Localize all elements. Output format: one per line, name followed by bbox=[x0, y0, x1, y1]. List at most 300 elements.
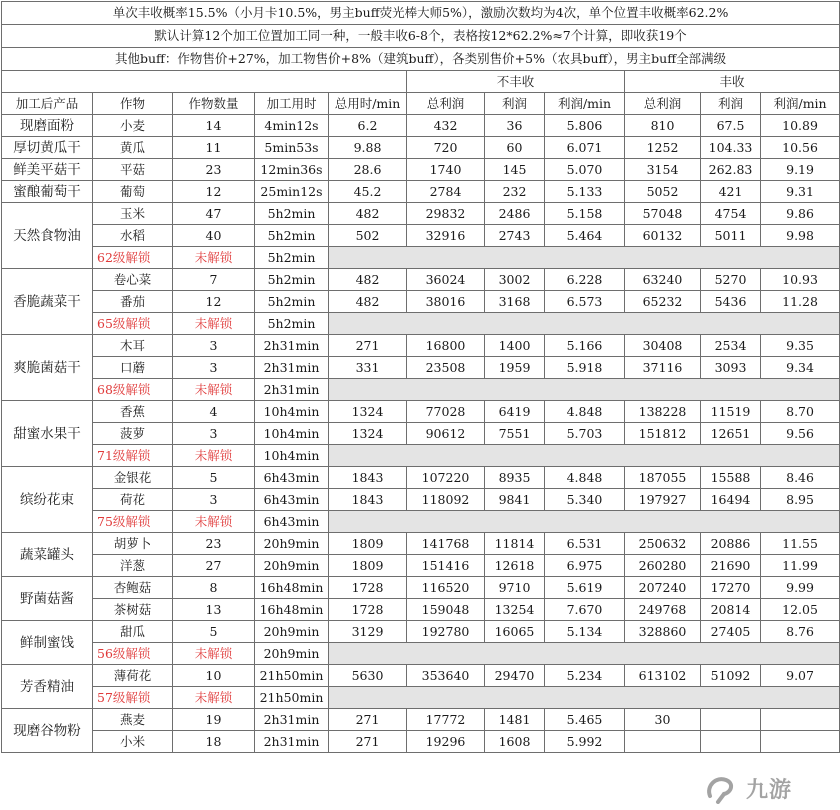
h-per-min-cell: 9.35 bbox=[761, 335, 840, 357]
total-time-cell: 1809 bbox=[329, 533, 407, 555]
np-profit-cell: 7551 bbox=[485, 423, 545, 445]
h-profit-cell: 20886 bbox=[701, 533, 761, 555]
header-total-time: 总用时/min bbox=[329, 93, 407, 115]
np-profit-cell: 8935 bbox=[485, 467, 545, 489]
note-line-2: 默认计算12个加工位置加工同一种，一般丰收6-8个，表格按12*62.2%≈7个计算，即收获19个 bbox=[2, 25, 840, 48]
h-total-cell: 151812 bbox=[625, 423, 701, 445]
time-cell: 2h31min bbox=[255, 709, 329, 731]
time-cell: 20h9min bbox=[255, 621, 329, 643]
time-cell: 2h31min bbox=[255, 335, 329, 357]
h-profit-cell: 27405 bbox=[701, 621, 761, 643]
qty-cell: 27 bbox=[173, 555, 255, 577]
np-per-min-cell: 6.228 bbox=[545, 269, 625, 291]
crop-cell: 薄荷花 bbox=[93, 665, 173, 687]
product-cell: 缤纷花束 bbox=[2, 467, 93, 533]
table-row bbox=[2, 225, 840, 247]
crop-cell: 燕麦 bbox=[93, 709, 173, 731]
crop-cell: 荷花 bbox=[93, 489, 173, 511]
table-row bbox=[2, 599, 840, 621]
crop-cell: 小麦 bbox=[93, 115, 173, 137]
header-h-total: 总利润 bbox=[625, 93, 701, 115]
unlock-level-cell: 68级解锁 bbox=[93, 379, 173, 401]
qty-cell: 18 bbox=[173, 731, 255, 753]
np-per-min-cell: 5.070 bbox=[545, 159, 625, 181]
h-total-cell bbox=[625, 731, 701, 753]
np-total-cell: 353640 bbox=[407, 665, 485, 687]
h-profit-cell: 5011 bbox=[701, 225, 761, 247]
header-product: 加工后产品 bbox=[2, 93, 93, 115]
table-row bbox=[2, 555, 840, 577]
np-per-min-cell: 5.340 bbox=[545, 489, 625, 511]
locked-time-cell: 21h50min bbox=[255, 687, 329, 709]
np-profit-cell: 3002 bbox=[485, 269, 545, 291]
h-per-min-cell: 9.86 bbox=[761, 203, 840, 225]
np-total-cell: 38016 bbox=[407, 291, 485, 313]
np-per-min-cell: 6.573 bbox=[545, 291, 625, 313]
watermark-text: 九游 bbox=[745, 777, 792, 803]
qty-cell: 47 bbox=[173, 203, 255, 225]
np-profit-cell: 9710 bbox=[485, 577, 545, 599]
h-total-cell: 37116 bbox=[625, 357, 701, 379]
np-total-cell: 159048 bbox=[407, 599, 485, 621]
np-profit-cell: 2486 bbox=[485, 203, 545, 225]
product-cell: 天然食物油 bbox=[2, 203, 93, 269]
np-profit-cell: 145 bbox=[485, 159, 545, 181]
h-total-cell: 5052 bbox=[625, 181, 701, 203]
np-profit-cell: 1608 bbox=[485, 731, 545, 753]
h-total-cell: 260280 bbox=[625, 555, 701, 577]
total-time-cell: 331 bbox=[329, 357, 407, 379]
np-profit-cell: 2743 bbox=[485, 225, 545, 247]
total-time-cell: 482 bbox=[329, 269, 407, 291]
np-per-min-cell: 5.465 bbox=[545, 709, 625, 731]
h-profit-cell: 17270 bbox=[701, 577, 761, 599]
h-per-min-cell: 8.46 bbox=[761, 467, 840, 489]
h-total-cell: 1252 bbox=[625, 137, 701, 159]
np-per-min-cell: 5.619 bbox=[545, 577, 625, 599]
np-total-cell: 29832 bbox=[407, 203, 485, 225]
h-per-min-cell: 9.98 bbox=[761, 225, 840, 247]
table-row bbox=[2, 533, 840, 555]
h-per-min-cell: 9.56 bbox=[761, 423, 840, 445]
time-cell: 5h2min bbox=[255, 203, 329, 225]
np-per-min-cell: 7.670 bbox=[545, 599, 625, 621]
np-profit-cell: 11814 bbox=[485, 533, 545, 555]
h-total-cell: 810 bbox=[625, 115, 701, 137]
time-cell: 16h48min bbox=[255, 577, 329, 599]
h-profit-cell: 5270 bbox=[701, 269, 761, 291]
h-per-min-cell bbox=[761, 709, 840, 731]
np-profit-cell: 1959 bbox=[485, 357, 545, 379]
np-profit-cell: 1481 bbox=[485, 709, 545, 731]
h-profit-cell: 3093 bbox=[701, 357, 761, 379]
crop-cell: 金银花 bbox=[93, 467, 173, 489]
np-per-min-cell: 6.071 bbox=[545, 137, 625, 159]
table-row bbox=[2, 401, 840, 423]
header-np-total: 总利润 bbox=[407, 93, 485, 115]
qty-cell: 3 bbox=[173, 489, 255, 511]
note-line-3: 其他buff：作物售价+27%，加工物售价+8%（建筑buff），各类别售价+5%（农具buff），男主buff全部满级 bbox=[2, 48, 840, 71]
h-profit-cell: 4754 bbox=[701, 203, 761, 225]
crop-cell: 菠萝 bbox=[93, 423, 173, 445]
crop-cell: 平菇 bbox=[93, 159, 173, 181]
unlock-level-cell: 65级解锁 bbox=[93, 313, 173, 335]
h-per-min-cell: 11.99 bbox=[761, 555, 840, 577]
locked-row bbox=[2, 445, 840, 467]
table-row bbox=[2, 269, 840, 291]
h-profit-cell: 421 bbox=[701, 181, 761, 203]
np-total-cell: 141768 bbox=[407, 533, 485, 555]
locked-row bbox=[2, 511, 840, 533]
total-time-cell: 1728 bbox=[329, 577, 407, 599]
table-row bbox=[2, 357, 840, 379]
table-row bbox=[2, 489, 840, 511]
np-total-cell: 23508 bbox=[407, 357, 485, 379]
table-row bbox=[2, 621, 840, 643]
total-time-cell: 271 bbox=[329, 709, 407, 731]
locked-row bbox=[2, 687, 840, 709]
np-per-min-cell: 6.975 bbox=[545, 555, 625, 577]
total-time-cell: 45.2 bbox=[329, 181, 407, 203]
h-per-min-cell: 10.93 bbox=[761, 269, 840, 291]
h-total-cell: 138228 bbox=[625, 401, 701, 423]
total-time-cell: 3129 bbox=[329, 621, 407, 643]
np-profit-cell: 16065 bbox=[485, 621, 545, 643]
locked-empty-cell bbox=[329, 445, 840, 467]
time-cell: 5h2min bbox=[255, 225, 329, 247]
time-cell: 20h9min bbox=[255, 533, 329, 555]
total-time-cell: 5630 bbox=[329, 665, 407, 687]
table-row bbox=[2, 577, 840, 599]
np-total-cell: 432 bbox=[407, 115, 485, 137]
product-cell: 芳香精油 bbox=[2, 665, 93, 709]
np-total-cell: 77028 bbox=[407, 401, 485, 423]
unlock-level-cell: 57级解锁 bbox=[93, 687, 173, 709]
table-row bbox=[2, 181, 840, 203]
table-row bbox=[2, 115, 840, 137]
unlock-status-cell: 未解锁 bbox=[173, 687, 255, 709]
crop-cell: 杏鲍菇 bbox=[93, 577, 173, 599]
unlock-status-cell: 未解锁 bbox=[173, 445, 255, 467]
np-profit-cell: 36 bbox=[485, 115, 545, 137]
locked-empty-cell bbox=[329, 643, 840, 665]
locked-time-cell: 20h9min bbox=[255, 643, 329, 665]
unlock-level-cell: 75级解锁 bbox=[93, 511, 173, 533]
np-total-cell: 118092 bbox=[407, 489, 485, 511]
locked-empty-cell bbox=[329, 687, 840, 709]
crop-cell: 番茄 bbox=[93, 291, 173, 313]
unlock-level-cell: 62级解锁 bbox=[93, 247, 173, 269]
crop-cell: 木耳 bbox=[93, 335, 173, 357]
h-total-cell: 197927 bbox=[625, 489, 701, 511]
crop-cell: 香蕉 bbox=[93, 401, 173, 423]
h-per-min-cell: 8.95 bbox=[761, 489, 840, 511]
time-cell: 6h43min bbox=[255, 467, 329, 489]
product-cell: 野菌菇酱 bbox=[2, 577, 93, 621]
header-np-profit: 利润 bbox=[485, 93, 545, 115]
locked-row bbox=[2, 379, 840, 401]
np-total-cell: 192780 bbox=[407, 621, 485, 643]
time-cell: 16h48min bbox=[255, 599, 329, 621]
np-per-min-cell: 4.848 bbox=[545, 401, 625, 423]
h-profit-cell bbox=[701, 709, 761, 731]
h-per-min-cell: 9.31 bbox=[761, 181, 840, 203]
jiuyou-logo-icon bbox=[702, 772, 742, 804]
h-total-cell: 3154 bbox=[625, 159, 701, 181]
qty-cell: 3 bbox=[173, 357, 255, 379]
np-total-cell: 19296 bbox=[407, 731, 485, 753]
np-profit-cell: 6419 bbox=[485, 401, 545, 423]
np-total-cell: 720 bbox=[407, 137, 485, 159]
product-cell: 甜蜜水果干 bbox=[2, 401, 93, 467]
h-per-min-cell: 8.70 bbox=[761, 401, 840, 423]
h-profit-cell bbox=[701, 731, 761, 753]
h-total-cell: 249768 bbox=[625, 599, 701, 621]
np-per-min-cell: 5.134 bbox=[545, 621, 625, 643]
unlock-status-cell: 未解锁 bbox=[173, 511, 255, 533]
total-time-cell: 271 bbox=[329, 335, 407, 357]
np-total-cell: 32916 bbox=[407, 225, 485, 247]
h-total-cell: 207240 bbox=[625, 577, 701, 599]
qty-cell: 10 bbox=[173, 665, 255, 687]
product-cell: 鲜制蜜饯 bbox=[2, 621, 93, 665]
crop-cell: 葡萄 bbox=[93, 181, 173, 203]
crop-cell: 黄瓜 bbox=[93, 137, 173, 159]
qty-cell: 14 bbox=[173, 115, 255, 137]
locked-empty-cell bbox=[329, 313, 840, 335]
qty-cell: 40 bbox=[173, 225, 255, 247]
locked-time-cell: 10h4min bbox=[255, 445, 329, 467]
h-total-cell: 57048 bbox=[625, 203, 701, 225]
time-cell: 5min53s bbox=[255, 137, 329, 159]
np-per-min-cell: 5.703 bbox=[545, 423, 625, 445]
np-total-cell: 2784 bbox=[407, 181, 485, 203]
unlock-status-cell: 未解锁 bbox=[173, 379, 255, 401]
h-profit-cell: 51092 bbox=[701, 665, 761, 687]
np-profit-cell: 12618 bbox=[485, 555, 545, 577]
note-line-1: 单次丰收概率15.5%（小月卡10.5%，男主buff荧光棒大师5%），激励次数均为4次，单个位置丰收概率62.2% bbox=[2, 2, 840, 25]
qty-cell: 23 bbox=[173, 533, 255, 555]
np-profit-cell: 232 bbox=[485, 181, 545, 203]
np-per-min-cell: 5.166 bbox=[545, 335, 625, 357]
locked-row bbox=[2, 313, 840, 335]
np-per-min-cell: 4.848 bbox=[545, 467, 625, 489]
np-per-min-cell: 5.234 bbox=[545, 665, 625, 687]
h-per-min-cell: 10.89 bbox=[761, 115, 840, 137]
locked-time-cell: 5h2min bbox=[255, 247, 329, 269]
h-total-cell: 250632 bbox=[625, 533, 701, 555]
h-profit-cell: 67.5 bbox=[701, 115, 761, 137]
total-time-cell: 271 bbox=[329, 731, 407, 753]
product-cell: 现磨面粉 bbox=[2, 115, 93, 137]
np-profit-cell: 60 bbox=[485, 137, 545, 159]
total-time-cell: 482 bbox=[329, 203, 407, 225]
table-row bbox=[2, 709, 840, 731]
h-per-min-cell: 9.34 bbox=[761, 357, 840, 379]
np-total-cell: 90612 bbox=[407, 423, 485, 445]
table-row bbox=[2, 203, 840, 225]
np-total-cell: 107220 bbox=[407, 467, 485, 489]
h-profit-cell: 15588 bbox=[701, 467, 761, 489]
np-per-min-cell: 5.464 bbox=[545, 225, 625, 247]
np-total-cell: 17772 bbox=[407, 709, 485, 731]
np-per-min-cell: 5.158 bbox=[545, 203, 625, 225]
h-profit-cell: 20814 bbox=[701, 599, 761, 621]
total-time-cell: 482 bbox=[329, 291, 407, 313]
qty-cell: 5 bbox=[173, 467, 255, 489]
table-row bbox=[2, 467, 840, 489]
unlock-status-cell: 未解锁 bbox=[173, 313, 255, 335]
locked-empty-cell bbox=[329, 247, 840, 269]
h-per-min-cell: 9.07 bbox=[761, 665, 840, 687]
total-time-cell: 9.88 bbox=[329, 137, 407, 159]
unlock-status-cell: 未解锁 bbox=[173, 643, 255, 665]
np-total-cell: 151416 bbox=[407, 555, 485, 577]
h-profit-cell: 16494 bbox=[701, 489, 761, 511]
np-per-min-cell: 6.531 bbox=[545, 533, 625, 555]
header-qty: 作物数量 bbox=[173, 93, 255, 115]
qty-cell: 11 bbox=[173, 137, 255, 159]
h-total-cell: 613102 bbox=[625, 665, 701, 687]
qty-cell: 12 bbox=[173, 291, 255, 313]
table-row bbox=[2, 137, 840, 159]
h-total-cell: 30408 bbox=[625, 335, 701, 357]
product-cell: 香脆蔬菜干 bbox=[2, 269, 93, 335]
total-time-cell: 502 bbox=[329, 225, 407, 247]
locked-time-cell: 5h2min bbox=[255, 313, 329, 335]
total-time-cell: 1809 bbox=[329, 555, 407, 577]
np-profit-cell: 29470 bbox=[485, 665, 545, 687]
np-profit-cell: 3168 bbox=[485, 291, 545, 313]
total-time-cell: 1843 bbox=[329, 489, 407, 511]
h-total-cell: 328860 bbox=[625, 621, 701, 643]
h-total-cell: 60132 bbox=[625, 225, 701, 247]
crop-cell: 小米 bbox=[93, 731, 173, 753]
unlock-level-cell: 56级解锁 bbox=[93, 643, 173, 665]
time-cell: 21h50min bbox=[255, 665, 329, 687]
qty-cell: 3 bbox=[173, 423, 255, 445]
crop-cell: 茶树菇 bbox=[93, 599, 173, 621]
watermark bbox=[702, 772, 792, 804]
header-np-per-min: 利润/min bbox=[545, 93, 625, 115]
h-profit-cell: 21690 bbox=[701, 555, 761, 577]
qty-cell: 19 bbox=[173, 709, 255, 731]
h-total-cell: 187055 bbox=[625, 467, 701, 489]
table-row bbox=[2, 291, 840, 313]
crop-cell: 卷心菜 bbox=[93, 269, 173, 291]
time-cell: 10h4min bbox=[255, 423, 329, 445]
total-time-cell: 1728 bbox=[329, 599, 407, 621]
locked-row bbox=[2, 643, 840, 665]
qty-cell: 12 bbox=[173, 181, 255, 203]
h-profit-cell: 104.33 bbox=[701, 137, 761, 159]
locked-empty-cell bbox=[329, 511, 840, 533]
table-row bbox=[2, 335, 840, 357]
crop-cell: 玉米 bbox=[93, 203, 173, 225]
locked-row bbox=[2, 247, 840, 269]
time-cell: 25min12s bbox=[255, 181, 329, 203]
qty-cell: 8 bbox=[173, 577, 255, 599]
h-profit-cell: 2534 bbox=[701, 335, 761, 357]
total-time-cell: 1843 bbox=[329, 467, 407, 489]
np-total-cell: 1740 bbox=[407, 159, 485, 181]
time-cell: 20h9min bbox=[255, 555, 329, 577]
header-crop: 作物 bbox=[93, 93, 173, 115]
time-cell: 5h2min bbox=[255, 269, 329, 291]
h-profit-cell: 5436 bbox=[701, 291, 761, 313]
table-row bbox=[2, 731, 840, 753]
qty-cell: 7 bbox=[173, 269, 255, 291]
h-per-min-cell: 9.19 bbox=[761, 159, 840, 181]
qty-cell: 23 bbox=[173, 159, 255, 181]
locked-time-cell: 6h43min bbox=[255, 511, 329, 533]
header-time: 加工用时 bbox=[255, 93, 329, 115]
time-cell: 10h4min bbox=[255, 401, 329, 423]
h-profit-cell: 12651 bbox=[701, 423, 761, 445]
locked-empty-cell bbox=[329, 379, 840, 401]
group-header-no-harvest: 不丰收 bbox=[407, 71, 625, 93]
np-total-cell: 116520 bbox=[407, 577, 485, 599]
header-h-per-min: 利润/min bbox=[761, 93, 840, 115]
product-cell: 蔬菜罐头 bbox=[2, 533, 93, 577]
total-time-cell: 1324 bbox=[329, 401, 407, 423]
product-cell: 鲜美平菇干 bbox=[2, 159, 93, 181]
qty-cell: 5 bbox=[173, 621, 255, 643]
h-per-min-cell: 11.28 bbox=[761, 291, 840, 313]
np-total-cell: 36024 bbox=[407, 269, 485, 291]
table-row bbox=[2, 423, 840, 445]
np-per-min-cell: 5.806 bbox=[545, 115, 625, 137]
h-total-cell: 63240 bbox=[625, 269, 701, 291]
h-per-min-cell bbox=[761, 731, 840, 753]
time-cell: 2h31min bbox=[255, 731, 329, 753]
h-per-min-cell: 9.99 bbox=[761, 577, 840, 599]
crop-cell: 甜瓜 bbox=[93, 621, 173, 643]
header-h-profit: 利润 bbox=[701, 93, 761, 115]
product-cell: 蜜酿葡萄干 bbox=[2, 181, 93, 203]
np-total-cell: 16800 bbox=[407, 335, 485, 357]
crop-cell: 胡萝卜 bbox=[93, 533, 173, 555]
data-table bbox=[1, 1, 840, 753]
crop-cell: 洋葱 bbox=[93, 555, 173, 577]
total-time-cell: 6.2 bbox=[329, 115, 407, 137]
np-profit-cell: 9841 bbox=[485, 489, 545, 511]
locked-time-cell: 2h31min bbox=[255, 379, 329, 401]
h-profit-cell: 262.83 bbox=[701, 159, 761, 181]
product-cell: 现磨谷物粉 bbox=[2, 709, 93, 753]
product-cell: 爽脆菌菇干 bbox=[2, 335, 93, 401]
h-profit-cell: 11519 bbox=[701, 401, 761, 423]
group-header-harvest: 丰收 bbox=[625, 71, 840, 93]
time-cell: 12min36s bbox=[255, 159, 329, 181]
np-profit-cell: 1400 bbox=[485, 335, 545, 357]
h-per-min-cell: 10.56 bbox=[761, 137, 840, 159]
table-row bbox=[2, 159, 840, 181]
qty-cell: 3 bbox=[173, 335, 255, 357]
qty-cell: 13 bbox=[173, 599, 255, 621]
time-cell: 5h2min bbox=[255, 291, 329, 313]
table-row bbox=[2, 665, 840, 687]
total-time-cell: 1324 bbox=[329, 423, 407, 445]
np-profit-cell: 13254 bbox=[485, 599, 545, 621]
h-total-cell: 30 bbox=[625, 709, 701, 731]
h-per-min-cell: 11.55 bbox=[761, 533, 840, 555]
h-per-min-cell: 8.76 bbox=[761, 621, 840, 643]
h-per-min-cell: 12.05 bbox=[761, 599, 840, 621]
unlock-level-cell: 71级解锁 bbox=[93, 445, 173, 467]
header-spacer bbox=[2, 71, 407, 93]
time-cell: 2h31min bbox=[255, 357, 329, 379]
